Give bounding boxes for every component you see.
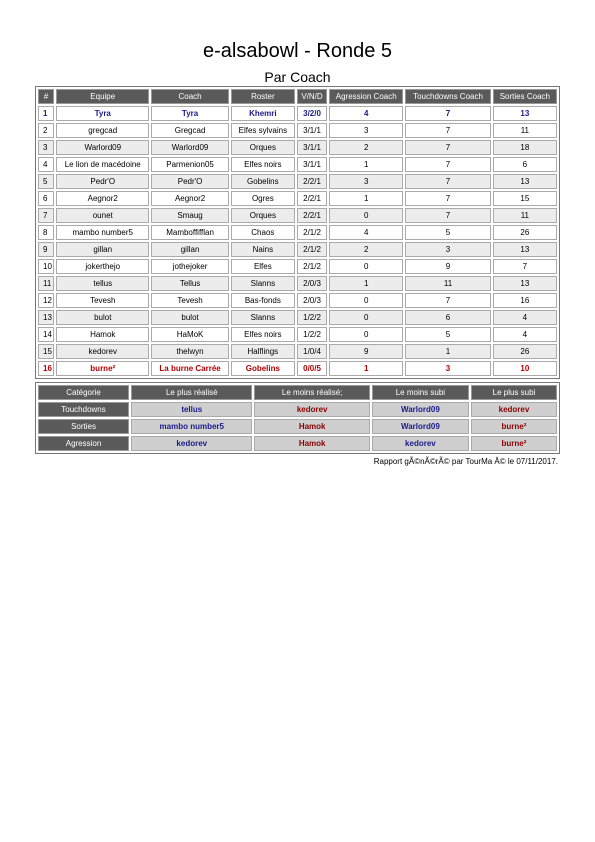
cell-sorties: 15	[493, 191, 557, 206]
cell-equipe: kedorev	[56, 344, 149, 359]
cell-rank: 1	[38, 106, 54, 121]
cell-equipe: Pedr'O	[56, 174, 149, 189]
cell-equipe: Tevesh	[56, 293, 149, 308]
cell-roster: Elfes noirs	[231, 327, 295, 342]
stats-header-row	[38, 385, 557, 400]
stat-moins-realise: Hamok	[254, 436, 369, 451]
cell-sorties: 10	[493, 361, 557, 376]
cell-touchdowns: 7	[405, 123, 490, 138]
stats-header-moins-subi: Le moins subi	[372, 385, 469, 400]
stats-row	[38, 419, 557, 434]
cell-roster: Chaos	[231, 225, 295, 240]
cell-equipe: Warlord09	[56, 140, 149, 155]
cell-vnd: 3/1/1	[297, 157, 327, 172]
cell-roster: Elfes sylvains	[231, 123, 295, 138]
cell-coach: thelwyn	[151, 344, 228, 359]
cell-sorties: 6	[493, 157, 557, 172]
cell-equipe: tellus	[56, 276, 149, 291]
cell-coach: Warlord09	[151, 140, 228, 155]
cell-vnd: 2/1/2	[297, 242, 327, 257]
cell-roster: Elfes	[231, 259, 295, 274]
cell-rank: 6	[38, 191, 54, 206]
cell-touchdowns: 3	[405, 242, 490, 257]
cell-touchdowns: 7	[405, 157, 490, 172]
cell-rank: 9	[38, 242, 54, 257]
cell-coach: gillan	[151, 242, 228, 257]
ranking-table	[35, 86, 560, 379]
cell-rank: 16	[38, 361, 54, 376]
cell-roster: Orques	[231, 208, 295, 223]
cell-sorties: 11	[493, 208, 557, 223]
cell-vnd: 2/2/1	[297, 174, 327, 189]
col-header-touchdowns: Touchdowns Coach	[405, 89, 490, 104]
cell-touchdowns: 11	[405, 276, 490, 291]
cell-equipe: bulot	[56, 310, 149, 325]
table-row	[38, 140, 557, 155]
table-row	[38, 174, 557, 189]
stat-moins-realise: kedorev	[254, 402, 369, 417]
cell-vnd: 3/2/0	[297, 106, 327, 121]
cell-coach: Smaug	[151, 208, 228, 223]
cell-roster: Nains	[231, 242, 295, 257]
col-header-roster: Roster	[231, 89, 295, 104]
cell-roster: Gobelins	[231, 361, 295, 376]
cell-rank: 5	[38, 174, 54, 189]
cell-agression: 0	[329, 327, 403, 342]
stat-plus-subi: kedorev	[471, 402, 557, 417]
cell-touchdowns: 1	[405, 344, 490, 359]
cell-touchdowns: 5	[405, 327, 490, 342]
cell-agression: 0	[329, 259, 403, 274]
cell-sorties: 13	[493, 276, 557, 291]
table-row	[38, 157, 557, 172]
cell-roster: Slanns	[231, 310, 295, 325]
stats-header-plus-subi: Le plus subi	[471, 385, 557, 400]
cell-equipe: Aegnor2	[56, 191, 149, 206]
stats-row	[38, 402, 557, 417]
cell-sorties: 16	[493, 293, 557, 308]
cell-agression: 1	[329, 276, 403, 291]
cell-coach: Tyra	[151, 106, 228, 121]
table-row	[38, 242, 557, 257]
cell-rank: 4	[38, 157, 54, 172]
report-footer: Rapport gÃ©nÃ©rÃ© par TourMa Â© le 07/11/2017.	[373, 457, 558, 466]
cell-equipe: mambo number5	[56, 225, 149, 240]
cell-rank: 3	[38, 140, 54, 155]
cell-roster: Elfes noirs	[231, 157, 295, 172]
cell-sorties: 26	[493, 344, 557, 359]
table-row	[38, 208, 557, 223]
stat-moins-subi: Warlord09	[372, 402, 469, 417]
cell-sorties: 26	[493, 225, 557, 240]
cell-rank: 2	[38, 123, 54, 138]
table-row	[38, 310, 557, 325]
cell-agression: 1	[329, 191, 403, 206]
cell-coach: bulot	[151, 310, 228, 325]
cell-sorties: 18	[493, 140, 557, 155]
stat-category: Touchdowns	[38, 402, 129, 417]
cell-rank: 15	[38, 344, 54, 359]
cell-rank: 10	[38, 259, 54, 274]
cell-agression: 2	[329, 140, 403, 155]
cell-coach: jothejoker	[151, 259, 228, 274]
col-header-agression: Agression Coach	[329, 89, 403, 104]
table-row	[38, 259, 557, 274]
cell-roster: Gobelins	[231, 174, 295, 189]
cell-touchdowns: 7	[405, 106, 490, 121]
table-row	[38, 361, 557, 376]
col-header-rank: #	[38, 89, 54, 104]
stat-moins-subi: kedorev	[372, 436, 469, 451]
cell-agression: 4	[329, 106, 403, 121]
cell-vnd: 1/2/2	[297, 310, 327, 325]
cell-equipe: gillan	[56, 242, 149, 257]
stats-table	[35, 382, 560, 454]
cell-touchdowns: 7	[405, 208, 490, 223]
cell-touchdowns: 5	[405, 225, 490, 240]
stats-header-categorie: Catégorie	[38, 385, 129, 400]
cell-coach: Mamboffifflan	[151, 225, 228, 240]
cell-touchdowns: 7	[405, 293, 490, 308]
cell-equipe: jokerthejo	[56, 259, 149, 274]
cell-touchdowns: 7	[405, 174, 490, 189]
cell-sorties: 4	[493, 327, 557, 342]
stat-category: Agression	[38, 436, 129, 451]
cell-agression: 9	[329, 344, 403, 359]
cell-vnd: 2/1/2	[297, 259, 327, 274]
stat-plus-subi: burne²	[471, 436, 557, 451]
stat-plus-realise: mambo number5	[131, 419, 252, 434]
cell-vnd: 0/0/5	[297, 361, 327, 376]
stat-plus-realise: kedorev	[131, 436, 252, 451]
stat-plus-realise: tellus	[131, 402, 252, 417]
stat-moins-subi: Warlord09	[372, 419, 469, 434]
cell-sorties: 13	[493, 106, 557, 121]
cell-sorties: 7	[493, 259, 557, 274]
cell-equipe: ounet	[56, 208, 149, 223]
cell-roster: Khemri	[231, 106, 295, 121]
stats-header-moins-realise: Le moins réalisé;	[254, 385, 369, 400]
stats-row	[38, 436, 557, 451]
cell-vnd: 1/2/2	[297, 327, 327, 342]
cell-agression: 4	[329, 225, 403, 240]
table-row	[38, 106, 557, 121]
stat-plus-subi: burne²	[471, 419, 557, 434]
table-row	[38, 344, 557, 359]
cell-roster: Bas-fonds	[231, 293, 295, 308]
table-header-row	[38, 89, 557, 104]
stat-moins-realise: Hamok	[254, 419, 369, 434]
cell-rank: 8	[38, 225, 54, 240]
table-row	[38, 225, 557, 240]
page-title: e-alsabowl - Ronde 5	[203, 40, 392, 62]
cell-sorties: 13	[493, 174, 557, 189]
col-header-equipe: Equipe	[56, 89, 149, 104]
cell-coach: Pedr'O	[151, 174, 228, 189]
cell-rank: 13	[38, 310, 54, 325]
table-row	[38, 276, 557, 291]
cell-equipe: Hamok	[56, 327, 149, 342]
cell-vnd: 2/2/1	[297, 191, 327, 206]
cell-touchdowns: 6	[405, 310, 490, 325]
cell-vnd: 3/1/1	[297, 140, 327, 155]
cell-agression: 3	[329, 123, 403, 138]
cell-equipe: Le lion de macédoine	[56, 157, 149, 172]
cell-sorties: 11	[493, 123, 557, 138]
col-header-sorties: Sorties Coach	[493, 89, 557, 104]
stat-category: Sorties	[38, 419, 129, 434]
cell-coach: La burne Carrée	[151, 361, 228, 376]
cell-roster: Orques	[231, 140, 295, 155]
cell-rank: 12	[38, 293, 54, 308]
cell-agression: 1	[329, 361, 403, 376]
cell-vnd: 3/1/1	[297, 123, 327, 138]
col-header-coach: Coach	[151, 89, 228, 104]
table-row	[38, 191, 557, 206]
table-row	[38, 123, 557, 138]
cell-roster: Ogres	[231, 191, 295, 206]
cell-coach: HaMoK	[151, 327, 228, 342]
cell-agression: 3	[329, 174, 403, 189]
cell-roster: Slanns	[231, 276, 295, 291]
cell-coach: Tevesh	[151, 293, 228, 308]
cell-agression: 0	[329, 208, 403, 223]
cell-touchdowns: 7	[405, 191, 490, 206]
cell-rank: 7	[38, 208, 54, 223]
cell-touchdowns: 3	[405, 361, 490, 376]
cell-coach: Tellus	[151, 276, 228, 291]
cell-sorties: 4	[493, 310, 557, 325]
cell-touchdowns: 9	[405, 259, 490, 274]
cell-vnd: 2/0/3	[297, 276, 327, 291]
cell-equipe: Tyra	[56, 106, 149, 121]
table-row	[38, 327, 557, 342]
cell-touchdowns: 7	[405, 140, 490, 155]
stats-header-plus-realise: Le plus réalisé	[131, 385, 252, 400]
cell-sorties: 13	[493, 242, 557, 257]
cell-rank: 11	[38, 276, 54, 291]
cell-equipe: gregcad	[56, 123, 149, 138]
cell-coach: Gregcad	[151, 123, 228, 138]
cell-vnd: 1/0/4	[297, 344, 327, 359]
cell-agression: 1	[329, 157, 403, 172]
cell-roster: Halflings	[231, 344, 295, 359]
table-row	[38, 293, 557, 308]
cell-agression: 0	[329, 310, 403, 325]
cell-equipe: burne²	[56, 361, 149, 376]
cell-agression: 0	[329, 293, 403, 308]
cell-vnd: 2/1/2	[297, 225, 327, 240]
cell-agression: 2	[329, 242, 403, 257]
cell-vnd: 2/2/1	[297, 208, 327, 223]
cell-coach: Parmenion05	[151, 157, 228, 172]
col-header-vnd: V/N/D	[297, 89, 327, 104]
page-subtitle: Par Coach	[264, 69, 331, 85]
cell-vnd: 2/0/3	[297, 293, 327, 308]
cell-rank: 14	[38, 327, 54, 342]
cell-coach: Aegnor2	[151, 191, 228, 206]
